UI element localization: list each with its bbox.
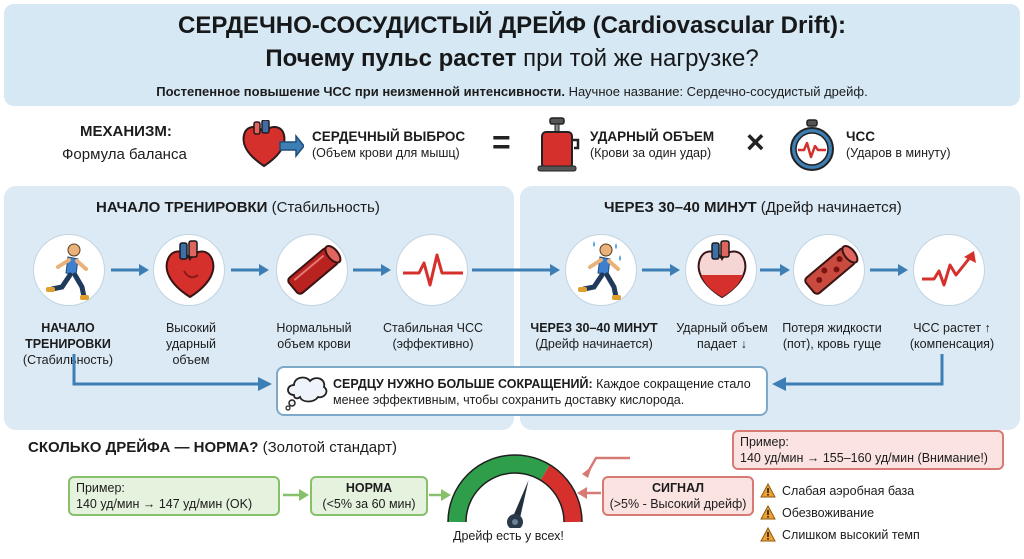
step-label-stroke-volume-drops: Ударный объем падает ↓ — [676, 321, 768, 351]
question-bold: Почему пульс растет — [265, 45, 517, 72]
arrow-left-icon — [576, 486, 602, 500]
multiply-sign: × — [746, 124, 765, 160]
step-label-fluid-loss: Потеря жидкости (пот), кровь гуще — [782, 321, 882, 351]
gauge-caption: Дрейф есть у всех! — [453, 529, 564, 543]
example-ok-value: 140 уд/мин → 147 уд/мин (OK) — [76, 497, 253, 511]
norm-section-title: СКОЛЬКО ДРЕЙФА — НОРМА? (Золотой стандарт) — [28, 439, 398, 456]
definition-rest: Научное название: Сердечно-сосудистый дрейф. — [564, 84, 868, 99]
pump-icon — [534, 116, 580, 172]
arrow-right-icon — [229, 262, 271, 278]
stroke-volume-title: УДАРНЫЙ ОБЪЕМ — [590, 129, 715, 144]
runner-icon — [33, 234, 105, 306]
warning-pace-too-high: Слишком высокий темп — [782, 528, 920, 542]
arrow-to-gauge-icon — [576, 446, 632, 478]
page-title: СЕРДЕЧНО-СОСУДИСТЫЙ ДРЕЙФ (Cardiovascular Drift): — [178, 12, 846, 39]
arrow-right-icon — [758, 262, 792, 278]
step-label-stable-hr: Стабильная ЧСС (эффективно) — [383, 321, 483, 351]
arrow-right-icon — [640, 262, 682, 278]
thought-bubble-icon — [284, 373, 328, 411]
norm-box — [310, 476, 428, 516]
drift-gauge — [445, 446, 585, 528]
example-ok-box — [68, 476, 280, 516]
arrow-right-icon — [868, 262, 910, 278]
signal-title: СИГНАЛ — [651, 481, 705, 495]
callout-text: СЕРДЦУ НУЖНО БОЛЬШЕ СОКРАЩЕНИЙ: Каждое сокращение стало менее эффективным, чтобы сохранить доставку кислорода. — [333, 377, 751, 407]
cardiac-output-desc: (Объем крови для мышц) — [312, 146, 460, 160]
heart-rate-title: ЧСС — [846, 129, 875, 144]
cardiac-output-title: СЕРДЕЧНЫЙ ВЫБРОС — [312, 129, 466, 144]
heartbeat-icon — [396, 234, 468, 306]
half-empty-heart-icon — [685, 234, 757, 306]
stroke-volume-desc: (Крови за один удар) — [590, 146, 712, 160]
rising-heartbeat-icon — [913, 234, 985, 306]
example-bad-label: Пример: — [740, 435, 789, 449]
header-banner — [4, 4, 1020, 106]
callout-box — [276, 366, 768, 416]
arrow-right-icon — [351, 262, 393, 278]
heart-output-icon — [240, 120, 304, 170]
page-subtitle-question — [4, 45, 1020, 73]
warning-dehydration: Обезвоживание — [782, 506, 875, 520]
thick-blood-vessel-icon — [793, 234, 865, 306]
warning-icon — [760, 527, 776, 542]
connector-arrow-left — [62, 352, 278, 394]
warning-icon — [760, 483, 776, 498]
signal-box — [602, 476, 754, 516]
mechanism-sublabel: Формула баланса — [62, 146, 187, 163]
signal-desc: (>5% - Высокий дрейф) — [609, 497, 747, 511]
blood-vessel-icon — [276, 234, 348, 306]
equals-sign: = — [492, 124, 511, 160]
arrow-right-icon — [109, 262, 151, 278]
step-label-hr-rises: ЧСС растет ↑ (компенсация) — [909, 321, 995, 351]
example-ok-label: Пример: — [76, 481, 125, 495]
norm-title: НОРМА — [345, 481, 393, 495]
example-bad-value: 140 уд/мин → 155–160 уд/мин (Внимание!) — [740, 451, 988, 465]
drift-panel-title: ЧЕРЕЗ 30–40 МИНУТ (Дрейф начинается) — [604, 199, 902, 216]
start-panel-title: НАЧАЛО ТРЕНИРОВКИ (Стабильность) — [96, 199, 380, 216]
question-rest: при той же нагрузке? — [516, 45, 759, 72]
arrow-right-icon — [282, 488, 310, 502]
sweating-runner-icon — [565, 234, 637, 306]
step-label-normal-blood-volume: Нормальный объем крови — [276, 321, 352, 351]
mechanism-label: МЕХАНИЗМ: — [80, 123, 172, 140]
heart-icon — [153, 234, 225, 306]
connector-arrow-right — [766, 352, 952, 394]
heart-rate-desc: (Ударов в минуту) — [846, 146, 951, 160]
warning-icon — [760, 505, 776, 520]
stopwatch-icon — [786, 118, 838, 172]
step-label-high-stroke-volume: Высокий ударный объем — [165, 321, 217, 367]
definition-bold: Постепенное повышение ЧСС при неизменной интенсивности. — [156, 84, 565, 99]
warning-weak-aerobic-base: Слабая аэробная база — [782, 484, 915, 498]
definition-line — [4, 84, 1020, 99]
example-bad-box — [732, 430, 1004, 470]
arrow-right-icon — [470, 262, 562, 278]
norm-desc: (<5% за 60 мин) — [322, 497, 416, 511]
step-label-drift-start: ЧЕРЕЗ 30–40 МИНУТ (Дрейф начинается) — [530, 321, 658, 351]
step-label-start: НАЧАЛО ТРЕНИРОВКИ (Стабильность) — [22, 321, 114, 367]
